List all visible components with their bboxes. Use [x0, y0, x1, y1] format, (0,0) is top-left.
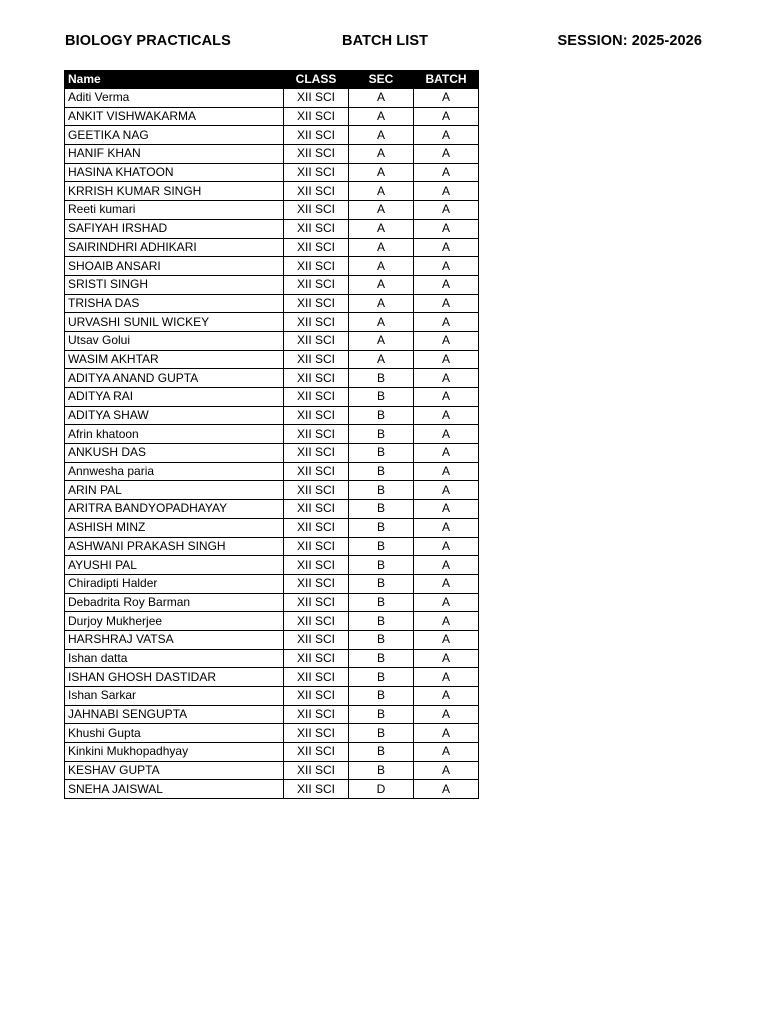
cell-class: XII SCI: [284, 537, 349, 556]
cell-sec: B: [349, 481, 414, 500]
cell-name: KESHAV GUPTA: [65, 761, 284, 780]
cell-class: XII SCI: [284, 406, 349, 425]
cell-name: Khushi Gupta: [65, 724, 284, 743]
cell-batch: A: [414, 612, 479, 631]
cell-class: XII SCI: [284, 462, 349, 481]
cell-sec: A: [349, 126, 414, 145]
table-row: [65, 649, 479, 668]
cell-class: XII SCI: [284, 705, 349, 724]
cell-sec: B: [349, 612, 414, 631]
table-row: [65, 743, 479, 762]
cell-batch: A: [414, 724, 479, 743]
table-row: [65, 126, 479, 145]
cell-batch: A: [414, 313, 479, 332]
cell-name: ARITRA BANDYOPADHAYAY: [65, 500, 284, 519]
cell-batch: A: [414, 556, 479, 575]
batch-table: [64, 70, 479, 799]
cell-batch: A: [414, 126, 479, 145]
cell-sec: A: [349, 182, 414, 201]
cell-batch: A: [414, 537, 479, 556]
cell-batch: A: [414, 500, 479, 519]
cell-name: ADITYA SHAW: [65, 406, 284, 425]
cell-batch: A: [414, 687, 479, 706]
cell-name: HARSHRAJ VATSA: [65, 630, 284, 649]
table-header: [65, 71, 479, 89]
cell-name: TRISHA DAS: [65, 294, 284, 313]
cell-sec: B: [349, 743, 414, 762]
table-row: [65, 163, 479, 182]
table-row: [65, 275, 479, 294]
cell-sec: B: [349, 724, 414, 743]
table-row: [65, 537, 479, 556]
cell-batch: A: [414, 444, 479, 463]
cell-batch: A: [414, 89, 479, 108]
cell-sec: B: [349, 593, 414, 612]
table-row: [65, 107, 479, 126]
cell-name: ARIN PAL: [65, 481, 284, 500]
cell-name: ASHISH MINZ: [65, 518, 284, 537]
cell-batch: A: [414, 425, 479, 444]
cell-name: HASINA KHATOON: [65, 163, 284, 182]
cell-name: SNEHA JAISWAL: [65, 780, 284, 799]
cell-name: Annwesha paria: [65, 462, 284, 481]
cell-sec: B: [349, 444, 414, 463]
cell-class: XII SCI: [284, 687, 349, 706]
cell-sec: A: [349, 238, 414, 257]
cell-sec: A: [349, 201, 414, 220]
cell-batch: A: [414, 275, 479, 294]
cell-sec: B: [349, 537, 414, 556]
cell-name: Kinkini Mukhopadhyay: [65, 743, 284, 762]
cell-class: XII SCI: [284, 369, 349, 388]
table-row: [65, 780, 479, 799]
cell-name: ADITYA ANAND GUPTA: [65, 369, 284, 388]
subject-title: BIOLOGY PRACTICALS: [65, 33, 231, 49]
cell-name: URVASHI SUNIL WICKEY: [65, 313, 284, 332]
cell-name: ISHAN GHOSH DASTIDAR: [65, 668, 284, 687]
cell-batch: A: [414, 163, 479, 182]
cell-class: XII SCI: [284, 761, 349, 780]
cell-class: XII SCI: [284, 89, 349, 108]
cell-batch: A: [414, 238, 479, 257]
cell-batch: A: [414, 761, 479, 780]
cell-class: XII SCI: [284, 574, 349, 593]
cell-batch: A: [414, 668, 479, 687]
table-row: [65, 612, 479, 631]
cell-sec: D: [349, 780, 414, 799]
cell-batch: A: [414, 743, 479, 762]
table-row: [65, 89, 479, 108]
cell-name: SAFIYAH IRSHAD: [65, 219, 284, 238]
cell-batch: A: [414, 388, 479, 407]
column-header-name: Name: [65, 71, 284, 89]
cell-batch: A: [414, 705, 479, 724]
cell-sec: B: [349, 462, 414, 481]
cell-batch: A: [414, 294, 479, 313]
cell-name: SAIRINDHRI ADHIKARI: [65, 238, 284, 257]
cell-sec: A: [349, 275, 414, 294]
cell-class: XII SCI: [284, 780, 349, 799]
column-header-class: CLASS: [284, 71, 349, 89]
column-header-sec: SEC: [349, 71, 414, 89]
cell-sec: A: [349, 219, 414, 238]
cell-name: Chiradipti Halder: [65, 574, 284, 593]
cell-sec: B: [349, 649, 414, 668]
cell-name: HANIF KHAN: [65, 145, 284, 164]
cell-sec: A: [349, 89, 414, 108]
table-row: [65, 444, 479, 463]
table-row: [65, 145, 479, 164]
cell-batch: A: [414, 630, 479, 649]
table-row: [65, 462, 479, 481]
cell-name: WASIM AKHTAR: [65, 350, 284, 369]
table-row: [65, 687, 479, 706]
cell-class: XII SCI: [284, 612, 349, 631]
table-row: [65, 219, 479, 238]
cell-name: Utsav Golui: [65, 331, 284, 350]
cell-class: XII SCI: [284, 238, 349, 257]
cell-name: Ishan datta: [65, 649, 284, 668]
cell-class: XII SCI: [284, 182, 349, 201]
table-row: [65, 257, 479, 276]
cell-class: XII SCI: [284, 201, 349, 220]
table-row: [65, 201, 479, 220]
cell-class: XII SCI: [284, 668, 349, 687]
cell-sec: B: [349, 369, 414, 388]
cell-batch: A: [414, 201, 479, 220]
cell-name: Debadrita Roy Barman: [65, 593, 284, 612]
cell-sec: B: [349, 705, 414, 724]
cell-class: XII SCI: [284, 481, 349, 500]
cell-sec: A: [349, 350, 414, 369]
cell-name: JAHNABI SENGUPTA: [65, 705, 284, 724]
document-title: BATCH LIST: [342, 33, 429, 49]
cell-name: ADITYA RAI: [65, 388, 284, 407]
cell-name: Durjoy Mukherjee: [65, 612, 284, 631]
table-row: [65, 500, 479, 519]
table-row: [65, 294, 479, 313]
cell-class: XII SCI: [284, 350, 349, 369]
cell-class: XII SCI: [284, 163, 349, 182]
table-body: [65, 89, 479, 799]
cell-sec: B: [349, 500, 414, 519]
cell-sec: B: [349, 425, 414, 444]
column-header-batch: BATCH: [414, 71, 479, 89]
cell-batch: A: [414, 406, 479, 425]
cell-class: XII SCI: [284, 630, 349, 649]
cell-class: XII SCI: [284, 388, 349, 407]
cell-class: XII SCI: [284, 425, 349, 444]
cell-class: XII SCI: [284, 724, 349, 743]
cell-class: XII SCI: [284, 593, 349, 612]
cell-name: AYUSHI PAL: [65, 556, 284, 575]
cell-name: ANKIT VISHWAKARMA: [65, 107, 284, 126]
cell-batch: A: [414, 145, 479, 164]
cell-batch: A: [414, 574, 479, 593]
cell-name: Reeti kumari: [65, 201, 284, 220]
cell-batch: A: [414, 350, 479, 369]
table-row: [65, 369, 479, 388]
cell-sec: B: [349, 518, 414, 537]
cell-class: XII SCI: [284, 331, 349, 350]
cell-class: XII SCI: [284, 275, 349, 294]
cell-batch: A: [414, 219, 479, 238]
table-row: [65, 481, 479, 500]
cell-name: Ishan Sarkar: [65, 687, 284, 706]
cell-sec: A: [349, 294, 414, 313]
cell-class: XII SCI: [284, 257, 349, 276]
table-row: [65, 313, 479, 332]
cell-batch: A: [414, 331, 479, 350]
table-row: [65, 331, 479, 350]
cell-sec: B: [349, 630, 414, 649]
header-row: [65, 71, 479, 89]
cell-batch: A: [414, 257, 479, 276]
cell-class: XII SCI: [284, 444, 349, 463]
table-row: [65, 182, 479, 201]
cell-sec: A: [349, 163, 414, 182]
table-row: [65, 705, 479, 724]
cell-batch: A: [414, 481, 479, 500]
table-row: [65, 518, 479, 537]
cell-class: XII SCI: [284, 743, 349, 762]
cell-batch: A: [414, 107, 479, 126]
cell-name: KRRISH KUMAR SINGH: [65, 182, 284, 201]
cell-batch: A: [414, 780, 479, 799]
cell-name: ASHWANI PRAKASH SINGH: [65, 537, 284, 556]
cell-class: XII SCI: [284, 219, 349, 238]
cell-sec: B: [349, 761, 414, 780]
cell-class: XII SCI: [284, 145, 349, 164]
table-row: [65, 593, 479, 612]
cell-batch: A: [414, 369, 479, 388]
table-row: [65, 350, 479, 369]
cell-name: ANKUSH DAS: [65, 444, 284, 463]
table-row: [65, 630, 479, 649]
cell-batch: A: [414, 649, 479, 668]
table-row: [65, 425, 479, 444]
cell-class: XII SCI: [284, 500, 349, 519]
cell-name: SRISTI SINGH: [65, 275, 284, 294]
cell-class: XII SCI: [284, 313, 349, 332]
cell-sec: B: [349, 668, 414, 687]
cell-class: XII SCI: [284, 107, 349, 126]
table-row: [65, 574, 479, 593]
cell-sec: A: [349, 257, 414, 276]
cell-batch: A: [414, 518, 479, 537]
table-row: [65, 724, 479, 743]
cell-sec: A: [349, 331, 414, 350]
cell-batch: A: [414, 462, 479, 481]
cell-name: Afrin khatoon: [65, 425, 284, 444]
table-row: [65, 238, 479, 257]
cell-batch: A: [414, 182, 479, 201]
cell-name: Aditi Verma: [65, 89, 284, 108]
cell-class: XII SCI: [284, 518, 349, 537]
cell-sec: B: [349, 406, 414, 425]
cell-class: XII SCI: [284, 649, 349, 668]
cell-sec: A: [349, 145, 414, 164]
cell-class: XII SCI: [284, 556, 349, 575]
cell-sec: B: [349, 574, 414, 593]
table-row: [65, 388, 479, 407]
table-row: [65, 668, 479, 687]
cell-sec: B: [349, 687, 414, 706]
cell-sec: B: [349, 388, 414, 407]
table-row: [65, 556, 479, 575]
table-row: [65, 761, 479, 780]
table-row: [65, 406, 479, 425]
cell-sec: A: [349, 107, 414, 126]
cell-name: SHOAIB ANSARI: [65, 257, 284, 276]
cell-class: XII SCI: [284, 126, 349, 145]
cell-class: XII SCI: [284, 294, 349, 313]
cell-batch: A: [414, 593, 479, 612]
cell-name: GEETIKA NAG: [65, 126, 284, 145]
cell-sec: A: [349, 313, 414, 332]
cell-sec: B: [349, 556, 414, 575]
session-label: SESSION: 2025-2026: [557, 33, 702, 49]
